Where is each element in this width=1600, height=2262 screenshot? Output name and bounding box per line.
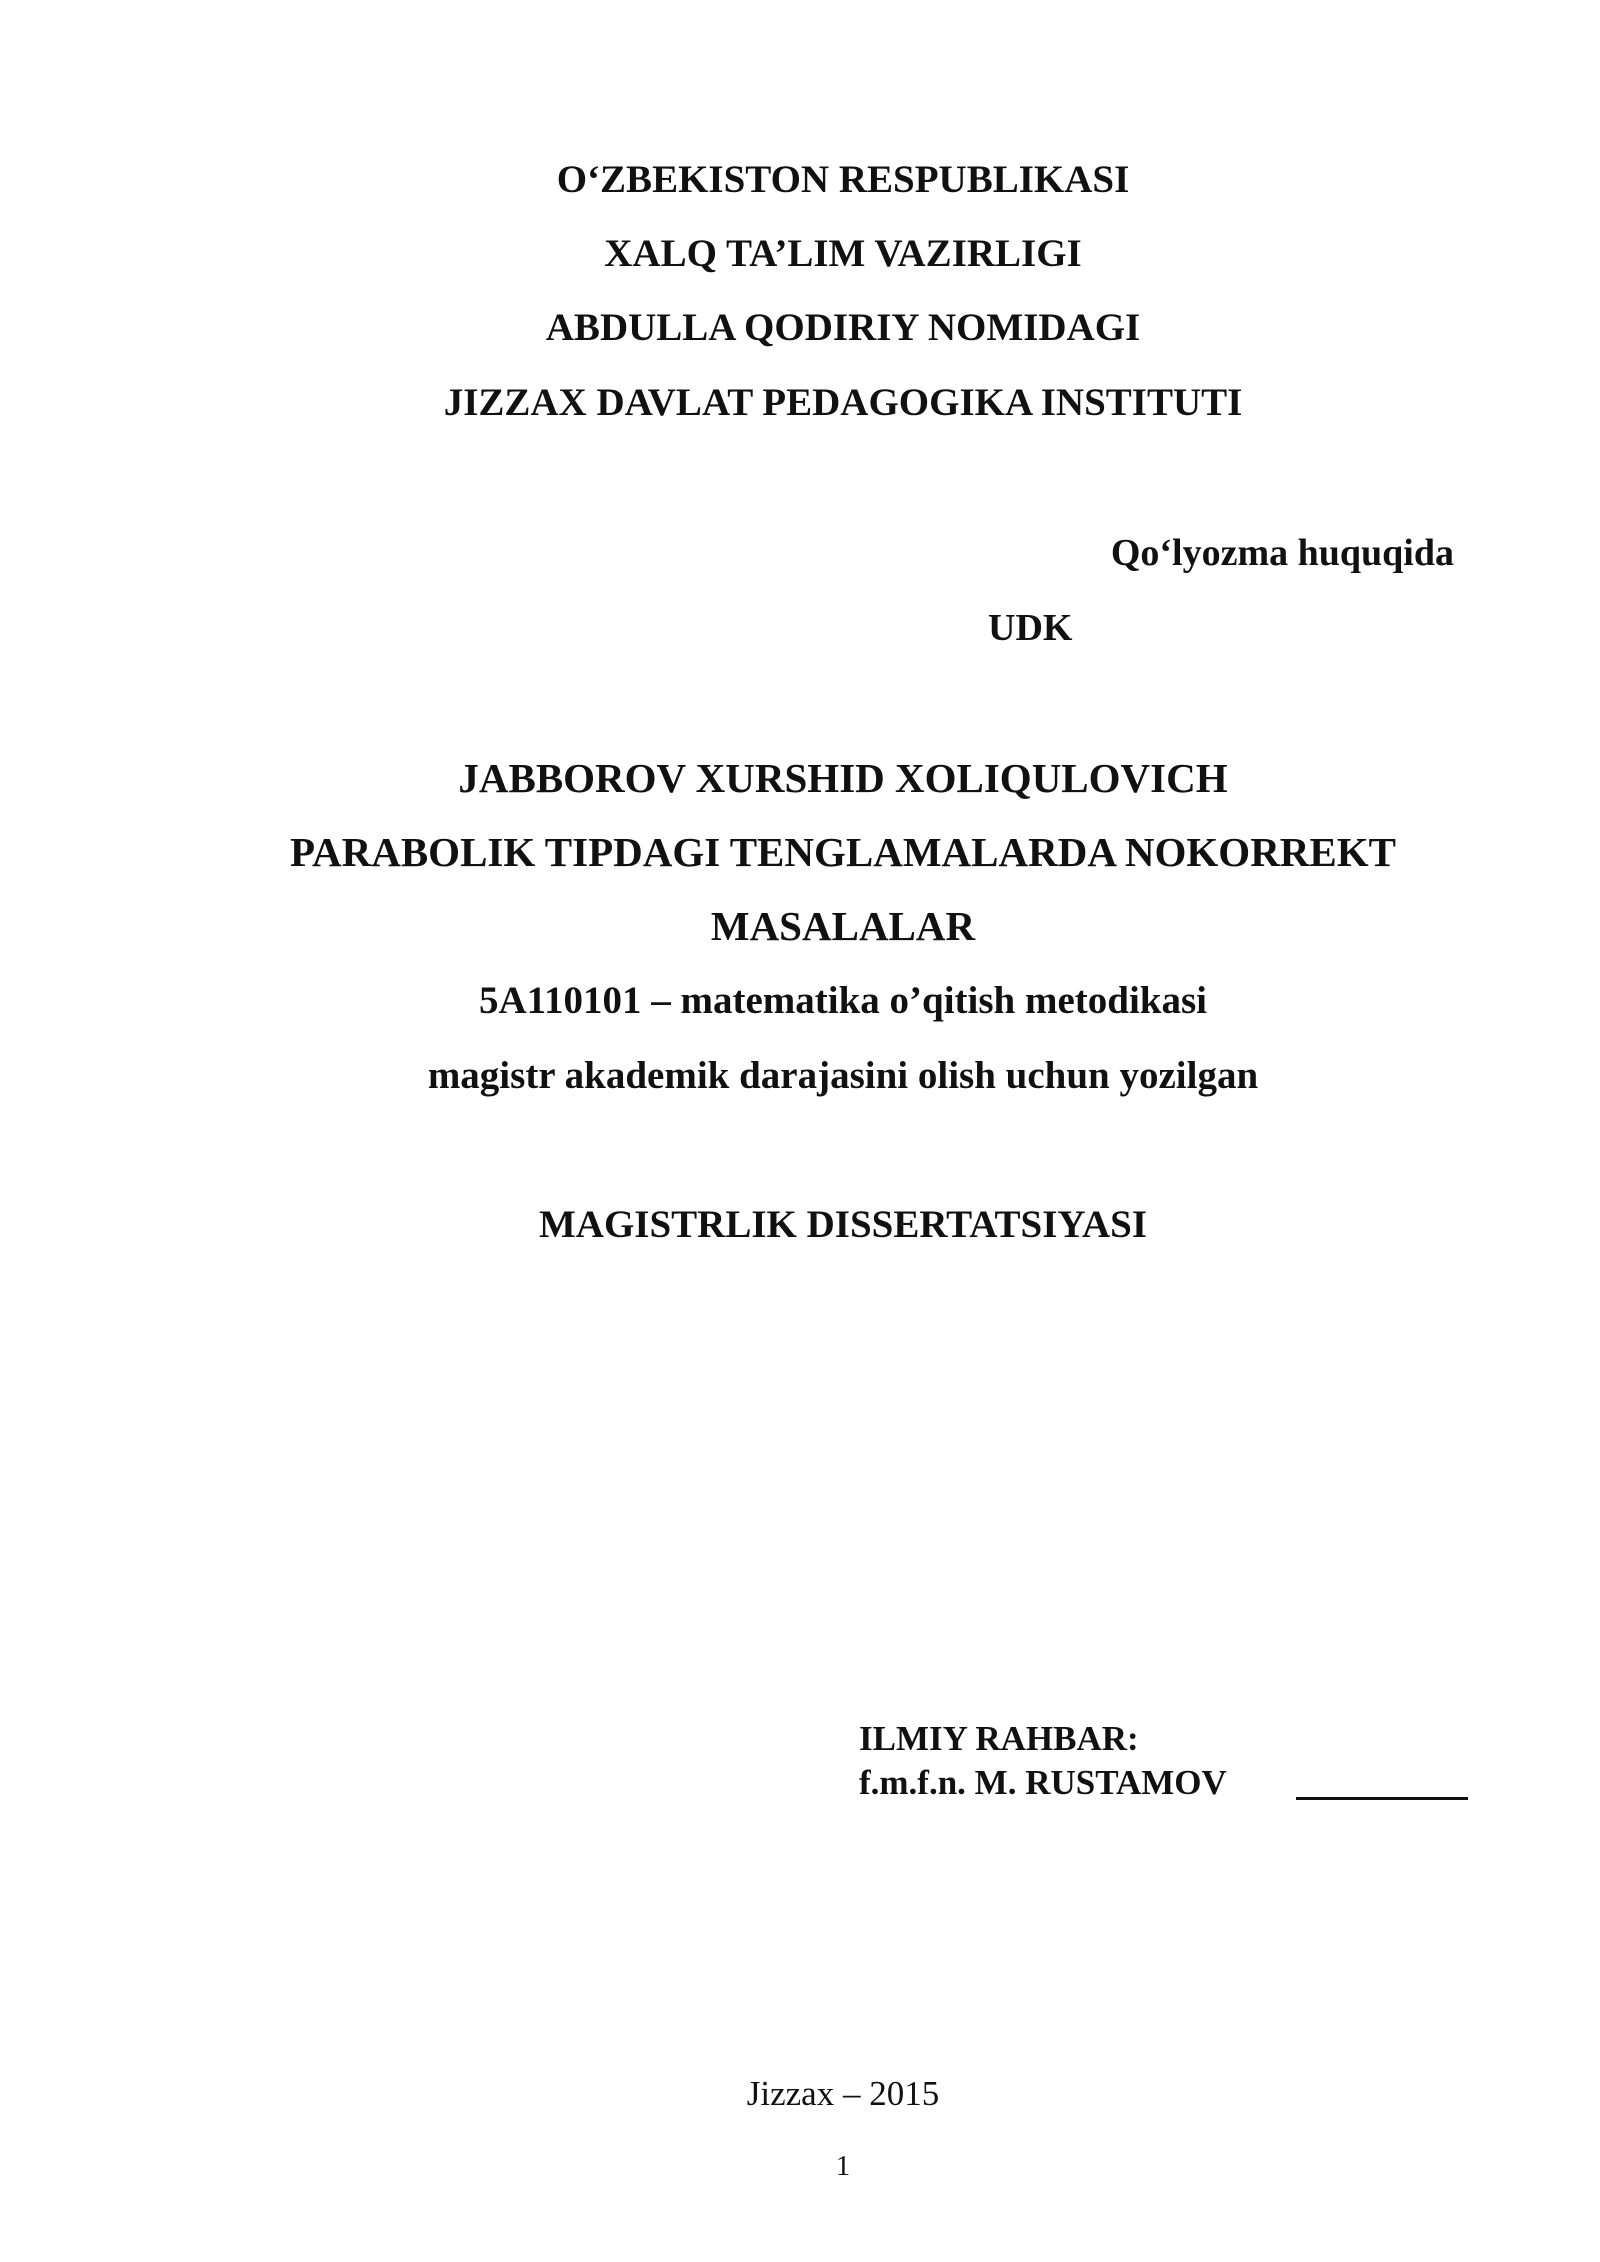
signature-line bbox=[1296, 1797, 1468, 1800]
page-number: 1 bbox=[835, 2150, 851, 2182]
thesis-title-line-1: PARABOLIK TIPDAGI TENGLAMALARDA NOKORREKT bbox=[290, 829, 1396, 875]
thesis-title-line-2: MASALALAR bbox=[710, 903, 976, 949]
manuscript-rights: Qo‘lyozma huquqida bbox=[1110, 532, 1454, 574]
supervisor-label: ILMIY RAHBAR: bbox=[859, 1719, 1139, 1758]
document-type: MAGISTRLIK DISSERTATSIYASI bbox=[538, 1203, 1148, 1246]
specialty: 5A110101 – matematika o’qitish metodikasi bbox=[478, 979, 1207, 1022]
supervisor-name: f.m.f.n. M. RUSTAMOV bbox=[859, 1763, 1227, 1802]
header-line-ministry: XALQ TA’LIM VAZIRLIGI bbox=[604, 232, 1082, 275]
header-line-named-after: ABDULLA QODIRIY NOMIDAGI bbox=[545, 306, 1141, 349]
author-name: JABBOROV XURSHID XOLIQULOVICH bbox=[458, 755, 1228, 801]
udk-label: UDK bbox=[988, 607, 1073, 649]
degree-note: magistr akademik darajasini olish uchun yozilgan bbox=[427, 1054, 1259, 1097]
header-line-republic: O‘ZBEKISTON RESPUBLIKASI bbox=[556, 158, 1130, 201]
place-year: Jizzax – 2015 bbox=[746, 2074, 940, 2113]
header-line-institute: JIZZAX DAVLAT PEDAGOGIKA INSTITUTI bbox=[443, 381, 1243, 424]
